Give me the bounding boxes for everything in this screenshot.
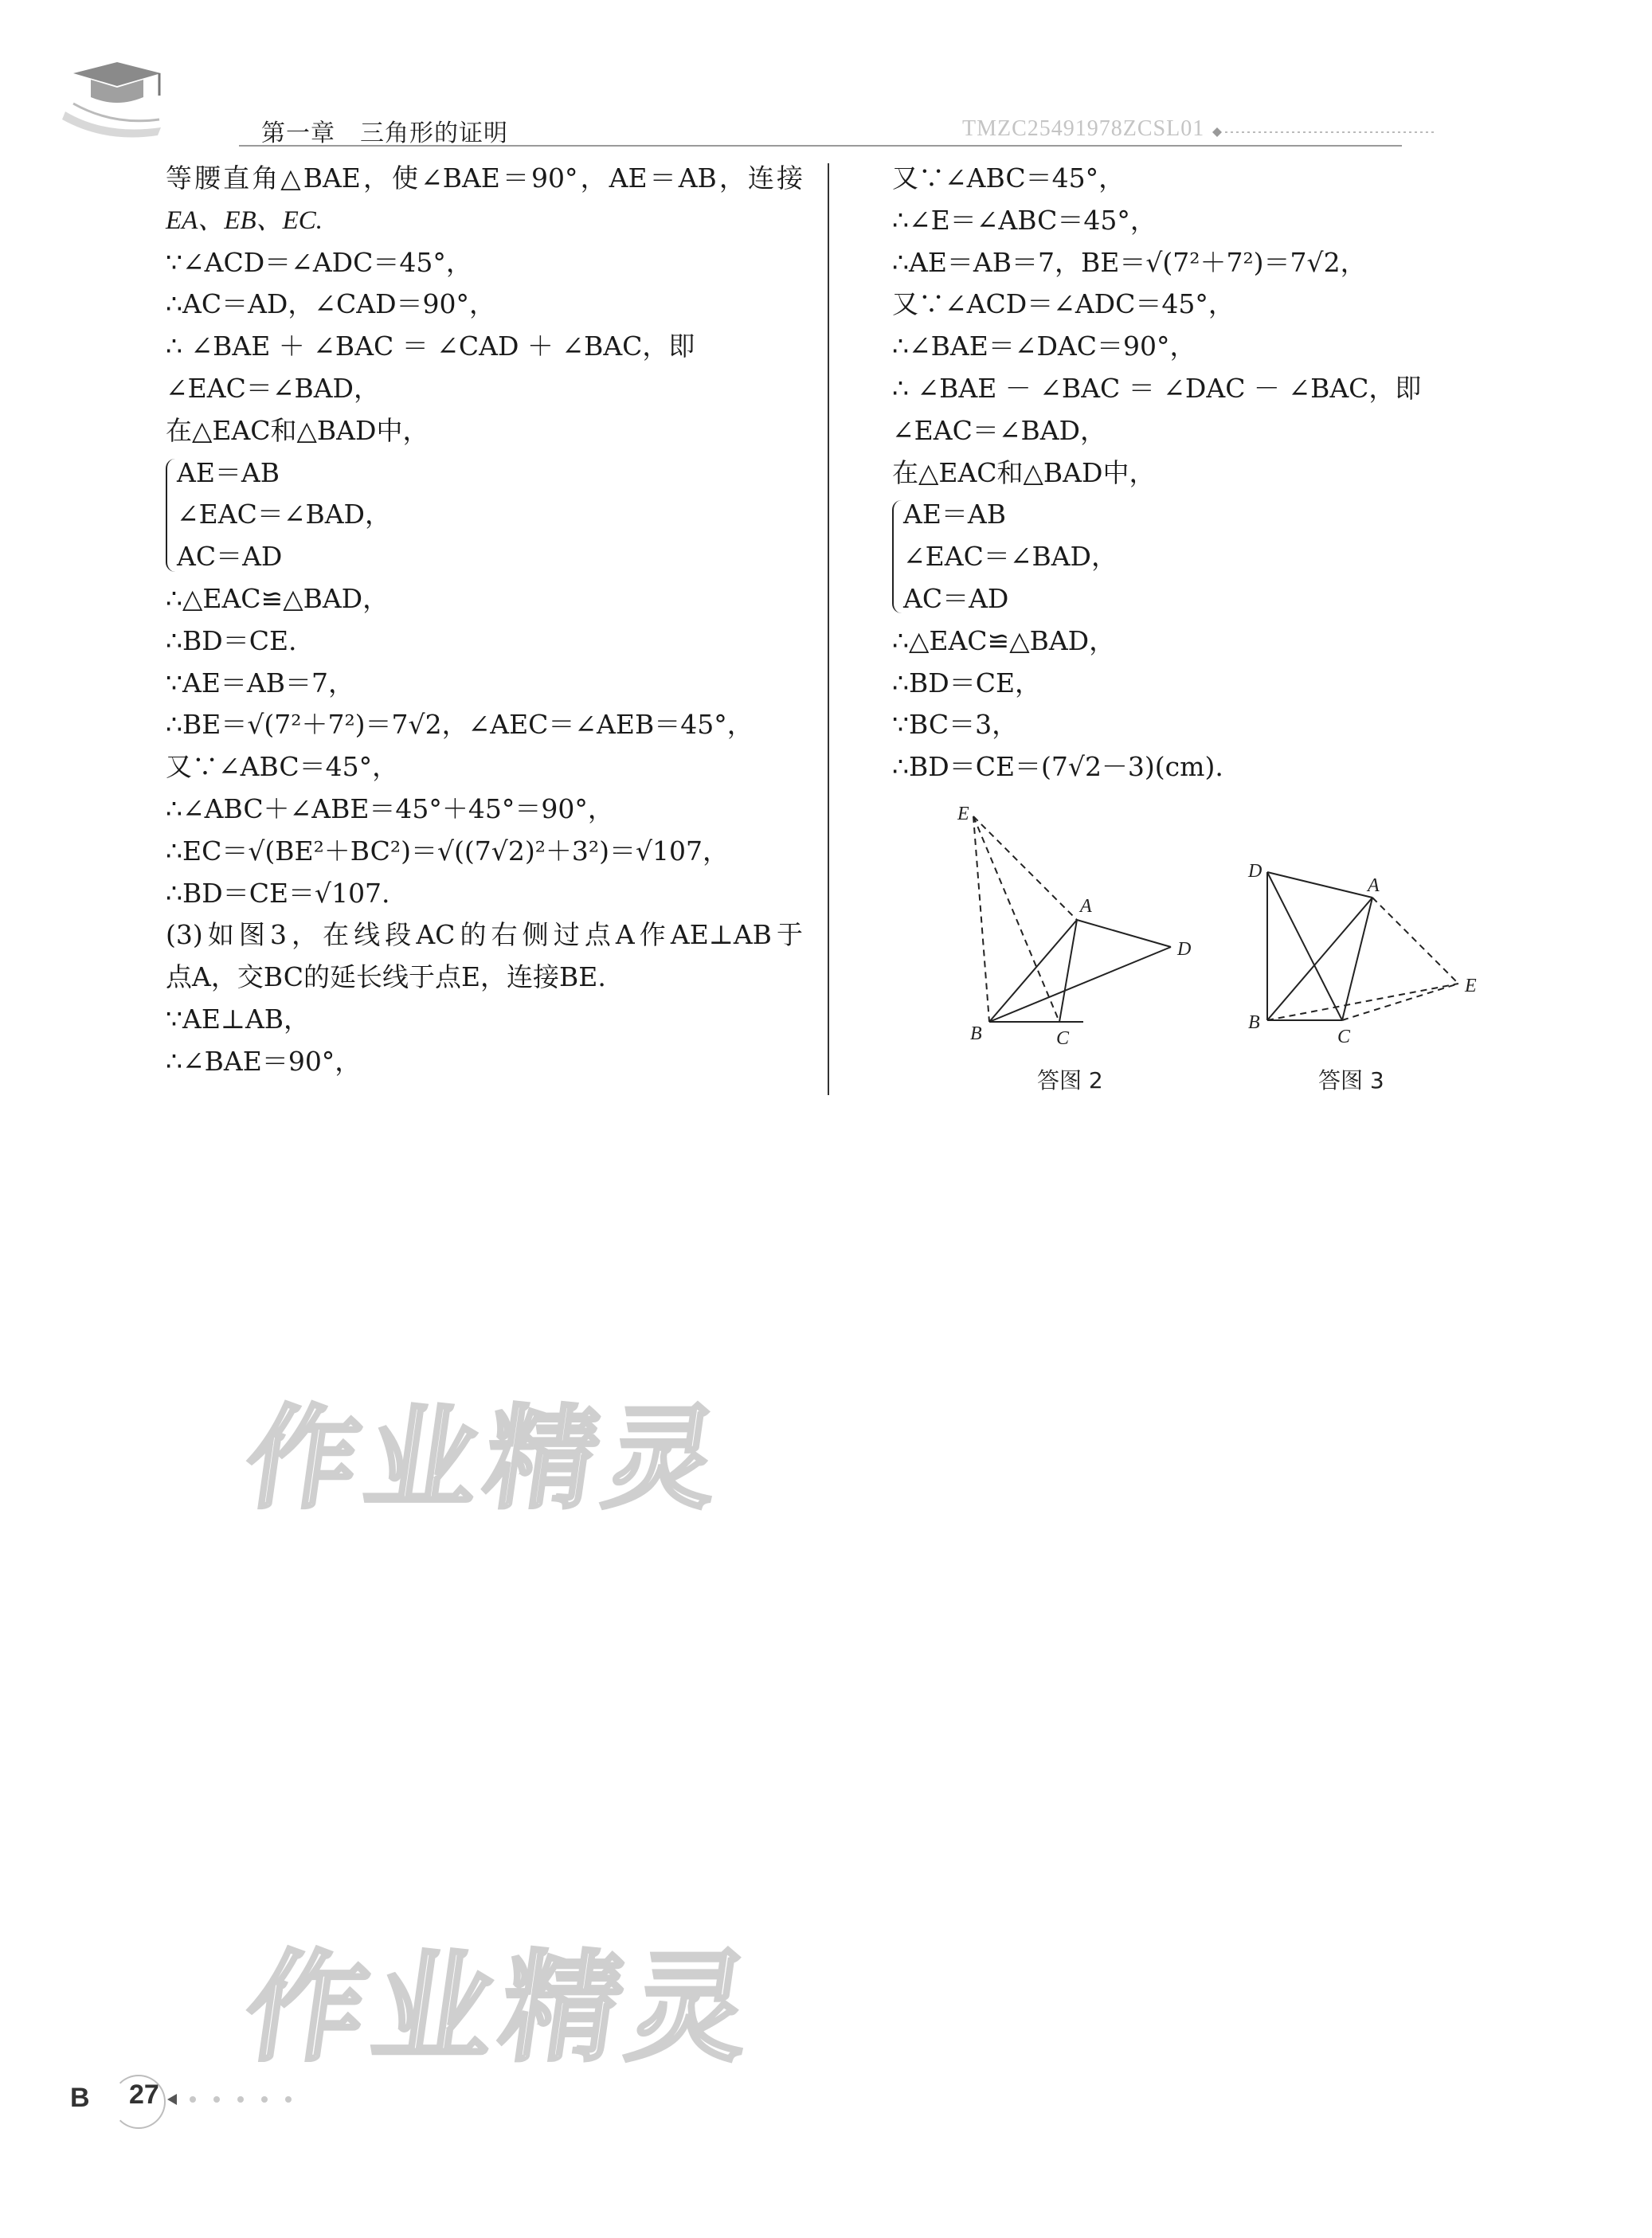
text-line: ∴EC＝√(BE²＋BC²)＝√((7√2)²＋3²)＝√107， [166, 835, 730, 867]
text-line: AC＝AD [903, 582, 1009, 614]
text-line: ∴AE＝AB＝7，BE＝√(7²＋7²)＝7√2， [892, 246, 1367, 278]
equation-system [166, 452, 803, 578]
text-line: 又∵∠ABC＝45°， [892, 162, 1125, 194]
text-line: (3)如图3，在线段AC的右侧过点A作AE⊥AB于 [166, 919, 803, 951]
book-label: B [70, 2083, 90, 2113]
label-D: D [1248, 861, 1262, 882]
text-line: ∠EAC＝∠BAD， [166, 372, 381, 404]
segment-BD [989, 947, 1171, 1022]
text-line: ∠EAC＝∠BAD， [903, 541, 1118, 573]
text-line: 在△EAC和△BAD中， [166, 414, 429, 446]
document-code: TMZC25491978ZCSL01 [962, 116, 1205, 141]
segment-AC [1059, 920, 1077, 1022]
text-line: ∴△EAC≌△BAD， [166, 582, 390, 614]
text-line: ∵BC＝3， [892, 709, 1019, 741]
figure-3 [1239, 856, 1493, 1094]
segment-AD [1077, 920, 1171, 947]
brace [166, 459, 177, 572]
label-B: B [970, 1023, 982, 1044]
figure-2 [948, 800, 1219, 1094]
text-line: ∴△EAC≌△BAD， [892, 624, 1116, 656]
text-line: ∴∠BAE＝90°， [166, 1045, 362, 1077]
label-C: C [1056, 1028, 1070, 1049]
right-column [892, 158, 1545, 788]
footer-dots-decoration [164, 2087, 347, 2111]
text-line: AE＝AB [177, 456, 280, 488]
text-line: ∴BD＝CE， [892, 667, 1042, 698]
text-line: ∴ ∠BAE ＋ ∠BAC ＝ ∠CAD ＋ ∠BAC，即 [166, 331, 695, 362]
text-line: ∵AE⊥AB， [166, 1003, 311, 1035]
segment-BA [989, 920, 1077, 1022]
page-header [0, 0, 1652, 159]
text-line: 又∵∠ABC＝45°， [166, 751, 399, 783]
text-line: AE＝AB [903, 499, 1007, 530]
text-line: ∠EAC＝∠BAD， [892, 414, 1107, 446]
text-line: ∠EAC＝∠BAD， [177, 499, 392, 530]
text-line: ∴BD＝CE＝(7√2－3)(cm). [892, 751, 1223, 783]
text-line: 等腰直角△BAE，使∠BAE＝90°，AE＝AB，连接 [166, 162, 803, 194]
label-B: B [1248, 1012, 1260, 1033]
text-line: ∴∠ABC＋∠ABE＝45°＋45°＝90°， [166, 792, 614, 824]
figure-3-diagram [1239, 856, 1493, 1055]
text-line: ∴BD＝CE. [166, 624, 297, 656]
text-line: ∴AC＝AD，∠CAD＝90°， [166, 288, 496, 320]
segment-EA [973, 816, 1077, 920]
label-E: E [957, 804, 969, 824]
label-E: E [1465, 976, 1477, 996]
figure-2-caption: 答图 2 [1037, 1067, 1103, 1094]
text-line: ∵AE＝AB＝7， [166, 667, 354, 698]
label-A: A [1368, 875, 1380, 896]
label-D: D [1177, 939, 1192, 960]
text-line: 点A，交BC的延长线于点E，连接BE. [166, 961, 606, 993]
column-divider [828, 163, 829, 1095]
segment-BE [1267, 984, 1458, 1020]
header-dots-decoration [1206, 124, 1437, 140]
label-C: C [1337, 1027, 1351, 1047]
figure-2-diagram [948, 800, 1219, 1055]
watermark: 作业精灵 [237, 1939, 767, 2078]
figure-3-caption: 答图 3 [1318, 1067, 1384, 1094]
text-line: ∵∠ACD＝∠ADC＝45°， [166, 246, 472, 278]
text-line: ∴BE＝√(7²＋7²)＝7√2，∠AEC＝∠AEB＝45°， [166, 709, 754, 741]
text-line: AC＝AD [177, 541, 283, 573]
text-line: 又∵∠ACD＝∠ADC＝45°， [892, 288, 1235, 320]
page-number: 27 [129, 2080, 159, 2110]
watermark: 作业精灵 [237, 1395, 734, 1524]
segment-DA [1267, 872, 1372, 898]
segment-AE [1372, 898, 1458, 984]
text-line: 在△EAC和△BAD中， [892, 456, 1156, 488]
text-line: ∴ ∠BAE － ∠BAC ＝ ∠DAC － ∠BAC，即 [892, 372, 1422, 404]
brace [892, 500, 903, 613]
equation-system [892, 494, 1545, 620]
text-line: ∴∠E＝∠ABC＝45°， [892, 204, 1157, 236]
graduation-cap-logo [57, 56, 169, 143]
left-column [166, 158, 803, 1083]
text-line: EA、EB、EC. [166, 205, 323, 235]
header-rule [239, 145, 1402, 147]
label-A: A [1080, 896, 1092, 917]
text-line: ∴∠BAE＝∠DAC＝90°， [892, 331, 1196, 362]
chapter-title: 第一章 三角形的证明 [261, 119, 508, 147]
text-line: ∴BD＝CE＝√107. [166, 877, 390, 909]
